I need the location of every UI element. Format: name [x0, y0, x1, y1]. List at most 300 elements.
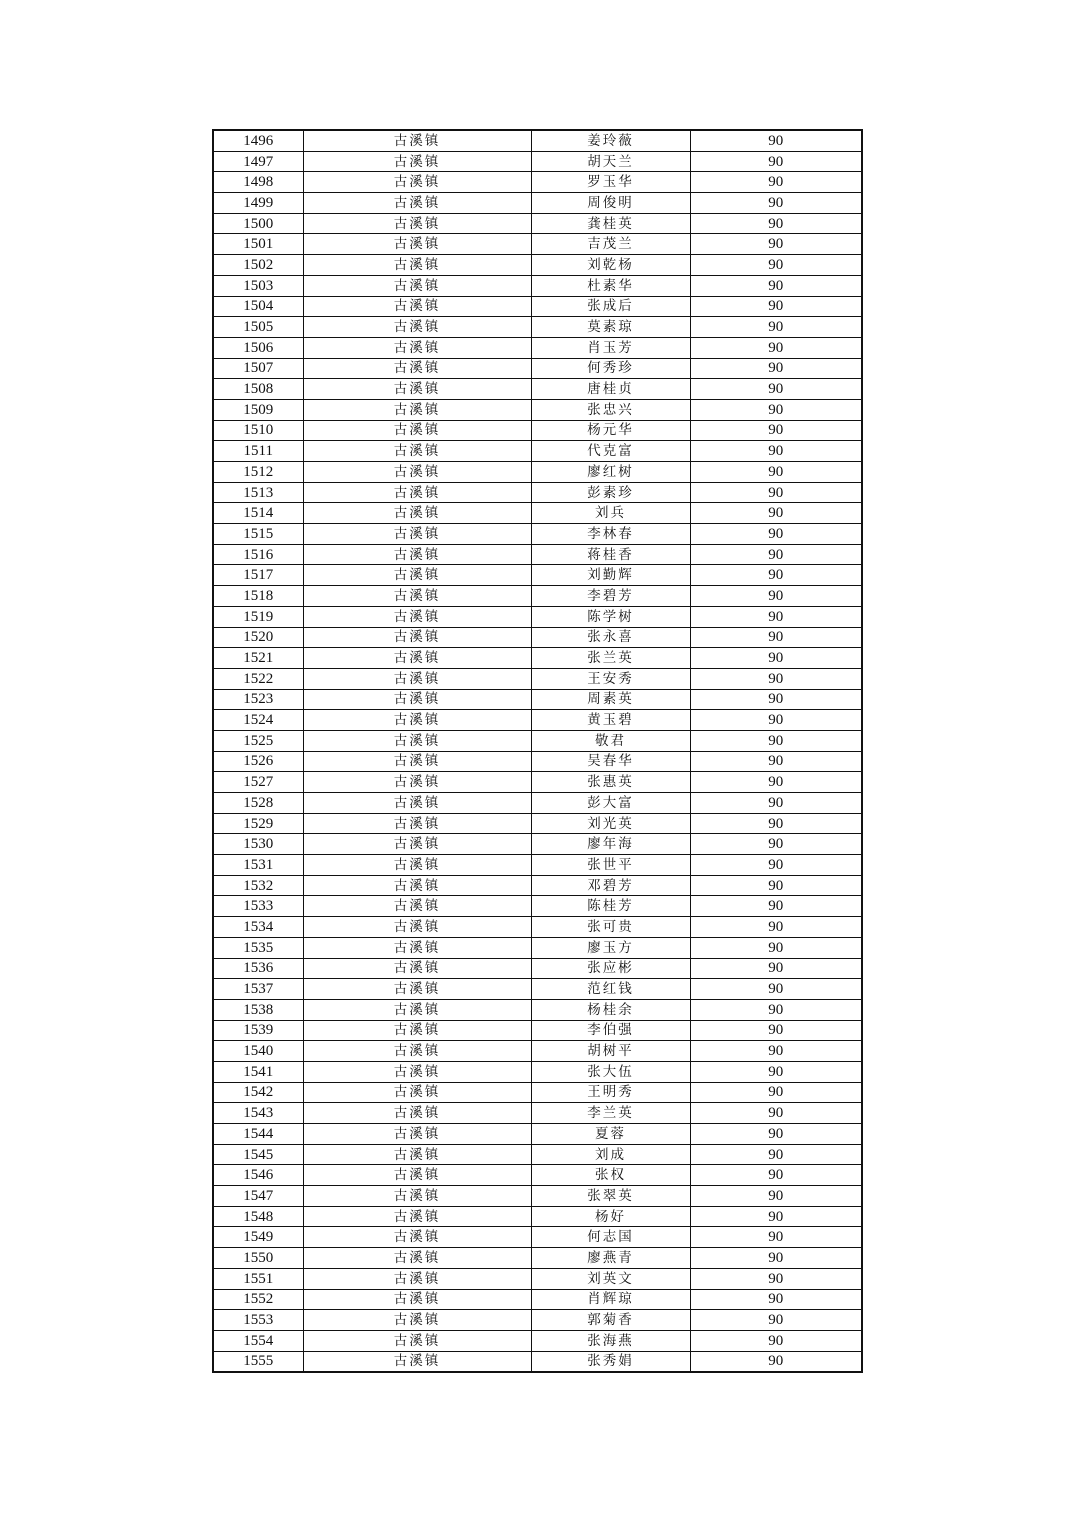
table-row	[213, 544, 862, 565]
town-cell: 古溪镇	[303, 1310, 531, 1331]
table-row	[213, 917, 862, 938]
row-number-cell: 1542	[213, 1082, 303, 1103]
town-cell: 古溪镇	[303, 1227, 531, 1248]
town-cell: 古溪镇	[303, 420, 531, 441]
town-cell: 古溪镇	[303, 358, 531, 379]
table-row	[213, 399, 862, 420]
town-cell: 古溪镇	[303, 1248, 531, 1269]
score-cell: 90	[690, 1165, 862, 1186]
row-number-cell: 1505	[213, 317, 303, 338]
score-cell: 90	[690, 730, 862, 751]
town-cell: 古溪镇	[303, 834, 531, 855]
score-cell: 90	[690, 1020, 862, 1041]
table-row	[213, 793, 862, 814]
table-row	[213, 524, 862, 545]
name-cell: 刘成	[531, 1144, 690, 1165]
name-cell: 张成后	[531, 296, 690, 317]
table-row	[213, 213, 862, 234]
town-cell: 古溪镇	[303, 1206, 531, 1227]
table-row	[213, 1144, 862, 1165]
table-row	[213, 337, 862, 358]
score-cell: 90	[690, 772, 862, 793]
row-number-cell: 1555	[213, 1351, 303, 1372]
score-cell: 90	[690, 937, 862, 958]
table-row	[213, 855, 862, 876]
row-number-cell: 1554	[213, 1330, 303, 1351]
score-cell: 90	[690, 1206, 862, 1227]
score-cell: 90	[690, 1124, 862, 1145]
name-cell: 何秀珍	[531, 358, 690, 379]
town-cell: 古溪镇	[303, 648, 531, 669]
name-cell: 范红钱	[531, 979, 690, 1000]
town-cell: 古溪镇	[303, 999, 531, 1020]
row-number-cell: 1512	[213, 462, 303, 483]
table-row	[213, 358, 862, 379]
name-cell: 廖年海	[531, 834, 690, 855]
score-cell: 90	[690, 917, 862, 938]
town-cell: 古溪镇	[303, 730, 531, 751]
table-row	[213, 255, 862, 276]
row-number-cell: 1527	[213, 772, 303, 793]
score-cell: 90	[690, 606, 862, 627]
score-cell: 90	[690, 958, 862, 979]
row-number-cell: 1534	[213, 917, 303, 938]
score-cell: 90	[690, 255, 862, 276]
row-number-cell: 1497	[213, 151, 303, 172]
table-row	[213, 648, 862, 669]
table-row	[213, 1020, 862, 1041]
row-number-cell: 1528	[213, 793, 303, 814]
name-cell: 周素英	[531, 689, 690, 710]
name-cell: 张翠英	[531, 1186, 690, 1207]
score-cell: 90	[690, 503, 862, 524]
score-cell: 90	[690, 565, 862, 586]
town-cell: 古溪镇	[303, 482, 531, 503]
score-cell: 90	[690, 586, 862, 607]
town-cell: 古溪镇	[303, 296, 531, 317]
row-number-cell: 1513	[213, 482, 303, 503]
row-number-cell: 1545	[213, 1144, 303, 1165]
town-cell: 古溪镇	[303, 689, 531, 710]
row-number-cell: 1506	[213, 337, 303, 358]
row-number-cell: 1503	[213, 275, 303, 296]
town-cell: 古溪镇	[303, 586, 531, 607]
score-cell: 90	[690, 1041, 862, 1062]
town-cell: 古溪镇	[303, 379, 531, 400]
town-cell: 古溪镇	[303, 979, 531, 1000]
town-cell: 古溪镇	[303, 627, 531, 648]
table-row	[213, 1227, 862, 1248]
table-row	[213, 1165, 862, 1186]
town-cell: 古溪镇	[303, 793, 531, 814]
score-cell: 90	[690, 627, 862, 648]
table-row	[213, 627, 862, 648]
name-cell: 张海燕	[531, 1330, 690, 1351]
town-cell: 古溪镇	[303, 151, 531, 172]
score-cell: 90	[690, 420, 862, 441]
town-cell: 古溪镇	[303, 937, 531, 958]
row-number-cell: 1532	[213, 875, 303, 896]
table-row	[213, 668, 862, 689]
table-row	[213, 1186, 862, 1207]
town-cell: 古溪镇	[303, 172, 531, 193]
name-cell: 廖玉方	[531, 937, 690, 958]
score-cell: 90	[690, 689, 862, 710]
name-cell: 杨好	[531, 1206, 690, 1227]
table-row	[213, 937, 862, 958]
row-number-cell: 1529	[213, 813, 303, 834]
table-row	[213, 1289, 862, 1310]
town-cell: 古溪镇	[303, 462, 531, 483]
table-row	[213, 1268, 862, 1289]
name-cell: 彭大富	[531, 793, 690, 814]
town-cell: 古溪镇	[303, 399, 531, 420]
row-number-cell: 1523	[213, 689, 303, 710]
score-cell: 90	[690, 1186, 862, 1207]
town-cell: 古溪镇	[303, 668, 531, 689]
score-cell: 90	[690, 234, 862, 255]
table-row	[213, 130, 862, 151]
town-cell: 古溪镇	[303, 275, 531, 296]
name-cell: 张世平	[531, 855, 690, 876]
name-cell: 张秀娟	[531, 1351, 690, 1372]
name-cell: 刘兵	[531, 503, 690, 524]
town-cell: 古溪镇	[303, 917, 531, 938]
score-cell: 90	[690, 1103, 862, 1124]
name-cell: 胡天兰	[531, 151, 690, 172]
score-cell: 90	[690, 1330, 862, 1351]
row-number-cell: 1526	[213, 751, 303, 772]
name-cell: 廖燕青	[531, 1248, 690, 1269]
roster-table-body	[213, 130, 862, 1372]
table-row	[213, 730, 862, 751]
town-cell: 古溪镇	[303, 772, 531, 793]
score-cell: 90	[690, 524, 862, 545]
score-cell: 90	[690, 710, 862, 731]
score-cell: 90	[690, 296, 862, 317]
name-cell: 张大伍	[531, 1061, 690, 1082]
table-row	[213, 1082, 862, 1103]
row-number-cell: 1522	[213, 668, 303, 689]
name-cell: 王安秀	[531, 668, 690, 689]
table-row	[213, 979, 862, 1000]
score-cell: 90	[690, 793, 862, 814]
score-cell: 90	[690, 379, 862, 400]
name-cell: 刘英文	[531, 1268, 690, 1289]
table-row	[213, 503, 862, 524]
town-cell: 古溪镇	[303, 130, 531, 151]
town-cell: 古溪镇	[303, 337, 531, 358]
name-cell: 姜玲薇	[531, 130, 690, 151]
town-cell: 古溪镇	[303, 193, 531, 214]
row-number-cell: 1499	[213, 193, 303, 214]
name-cell: 杨元华	[531, 420, 690, 441]
table-row	[213, 1103, 862, 1124]
town-cell: 古溪镇	[303, 1330, 531, 1351]
town-cell: 古溪镇	[303, 958, 531, 979]
table-row	[213, 1310, 862, 1331]
table-row	[213, 379, 862, 400]
row-number-cell: 1515	[213, 524, 303, 545]
score-cell: 90	[690, 668, 862, 689]
name-cell: 张永喜	[531, 627, 690, 648]
table-row	[213, 1248, 862, 1269]
name-cell: 龚桂英	[531, 213, 690, 234]
town-cell: 古溪镇	[303, 524, 531, 545]
row-number-cell: 1521	[213, 648, 303, 669]
name-cell: 胡树平	[531, 1041, 690, 1062]
town-cell: 古溪镇	[303, 1082, 531, 1103]
town-cell: 古溪镇	[303, 441, 531, 462]
row-number-cell: 1520	[213, 627, 303, 648]
town-cell: 古溪镇	[303, 565, 531, 586]
name-cell: 肖辉琼	[531, 1289, 690, 1310]
name-cell: 郭菊香	[531, 1310, 690, 1331]
name-cell: 张忠兴	[531, 399, 690, 420]
row-number-cell: 1507	[213, 358, 303, 379]
town-cell: 古溪镇	[303, 710, 531, 731]
name-cell: 陈学树	[531, 606, 690, 627]
town-cell: 古溪镇	[303, 896, 531, 917]
name-cell: 刘光英	[531, 813, 690, 834]
name-cell: 蒋桂香	[531, 544, 690, 565]
row-number-cell: 1535	[213, 937, 303, 958]
name-cell: 代克富	[531, 441, 690, 462]
row-number-cell: 1540	[213, 1041, 303, 1062]
row-number-cell: 1531	[213, 855, 303, 876]
table-row	[213, 1041, 862, 1062]
row-number-cell: 1514	[213, 503, 303, 524]
row-number-cell: 1525	[213, 730, 303, 751]
row-number-cell: 1496	[213, 130, 303, 151]
name-cell: 夏蓉	[531, 1124, 690, 1145]
score-cell: 90	[690, 544, 862, 565]
score-cell: 90	[690, 275, 862, 296]
town-cell: 古溪镇	[303, 213, 531, 234]
name-cell: 刘乾杨	[531, 255, 690, 276]
score-cell: 90	[690, 151, 862, 172]
town-cell: 古溪镇	[303, 1268, 531, 1289]
name-cell: 吉茂兰	[531, 234, 690, 255]
name-cell: 吴春华	[531, 751, 690, 772]
row-number-cell: 1509	[213, 399, 303, 420]
town-cell: 古溪镇	[303, 1061, 531, 1082]
name-cell: 莫素琼	[531, 317, 690, 338]
name-cell: 廖红树	[531, 462, 690, 483]
table-row	[213, 420, 862, 441]
row-number-cell: 1500	[213, 213, 303, 234]
score-cell: 90	[690, 1289, 862, 1310]
row-number-cell: 1530	[213, 834, 303, 855]
score-cell: 90	[690, 462, 862, 483]
row-number-cell: 1538	[213, 999, 303, 1020]
row-number-cell: 1504	[213, 296, 303, 317]
name-cell: 杜素华	[531, 275, 690, 296]
score-cell: 90	[690, 875, 862, 896]
score-cell: 90	[690, 896, 862, 917]
name-cell: 张应彬	[531, 958, 690, 979]
table-row	[213, 751, 862, 772]
row-number-cell: 1537	[213, 979, 303, 1000]
row-number-cell: 1544	[213, 1124, 303, 1145]
row-number-cell: 1546	[213, 1165, 303, 1186]
table-row	[213, 1330, 862, 1351]
table-row	[213, 317, 862, 338]
score-cell: 90	[690, 1248, 862, 1269]
score-cell: 90	[690, 1061, 862, 1082]
row-number-cell: 1524	[213, 710, 303, 731]
table-row	[213, 875, 862, 896]
score-cell: 90	[690, 193, 862, 214]
row-number-cell: 1502	[213, 255, 303, 276]
table-row	[213, 834, 862, 855]
name-cell: 邓碧芳	[531, 875, 690, 896]
name-cell: 张权	[531, 1165, 690, 1186]
row-number-cell: 1533	[213, 896, 303, 917]
score-cell: 90	[690, 979, 862, 1000]
name-cell: 李伯强	[531, 1020, 690, 1041]
table-row	[213, 1351, 862, 1372]
row-number-cell: 1551	[213, 1268, 303, 1289]
name-cell: 杨桂余	[531, 999, 690, 1020]
name-cell: 肖玉芳	[531, 337, 690, 358]
table-row	[213, 151, 862, 172]
table-row	[213, 689, 862, 710]
row-number-cell: 1536	[213, 958, 303, 979]
row-number-cell: 1552	[213, 1289, 303, 1310]
name-cell: 周俊明	[531, 193, 690, 214]
town-cell: 古溪镇	[303, 1165, 531, 1186]
name-cell: 张兰英	[531, 648, 690, 669]
row-number-cell: 1543	[213, 1103, 303, 1124]
row-number-cell: 1517	[213, 565, 303, 586]
name-cell: 黄玉碧	[531, 710, 690, 731]
town-cell: 古溪镇	[303, 606, 531, 627]
town-cell: 古溪镇	[303, 255, 531, 276]
name-cell: 李兰英	[531, 1103, 690, 1124]
town-cell: 古溪镇	[303, 875, 531, 896]
name-cell: 张惠英	[531, 772, 690, 793]
table-row	[213, 441, 862, 462]
row-number-cell: 1539	[213, 1020, 303, 1041]
score-cell: 90	[690, 1082, 862, 1103]
score-cell: 90	[690, 834, 862, 855]
name-cell: 刘勤辉	[531, 565, 690, 586]
name-cell: 唐桂贞	[531, 379, 690, 400]
table-row	[213, 958, 862, 979]
town-cell: 古溪镇	[303, 503, 531, 524]
table-row	[213, 482, 862, 503]
row-number-cell: 1549	[213, 1227, 303, 1248]
table-row	[213, 462, 862, 483]
town-cell: 古溪镇	[303, 1289, 531, 1310]
table-row	[213, 1061, 862, 1082]
row-number-cell: 1519	[213, 606, 303, 627]
score-cell: 90	[690, 1144, 862, 1165]
row-number-cell: 1510	[213, 420, 303, 441]
name-cell: 何志国	[531, 1227, 690, 1248]
town-cell: 古溪镇	[303, 1144, 531, 1165]
row-number-cell: 1550	[213, 1248, 303, 1269]
score-cell: 90	[690, 441, 862, 462]
row-number-cell: 1518	[213, 586, 303, 607]
town-cell: 古溪镇	[303, 855, 531, 876]
score-cell: 90	[690, 751, 862, 772]
score-cell: 90	[690, 648, 862, 669]
table-row	[213, 999, 862, 1020]
score-cell: 90	[690, 999, 862, 1020]
score-cell: 90	[690, 482, 862, 503]
row-number-cell: 1516	[213, 544, 303, 565]
table-row	[213, 234, 862, 255]
town-cell: 古溪镇	[303, 751, 531, 772]
town-cell: 古溪镇	[303, 813, 531, 834]
score-cell: 90	[690, 399, 862, 420]
table-row	[213, 296, 862, 317]
score-cell: 90	[690, 337, 862, 358]
row-number-cell: 1498	[213, 172, 303, 193]
town-cell: 古溪镇	[303, 1103, 531, 1124]
table-row	[213, 1124, 862, 1145]
table-row	[213, 710, 862, 731]
name-cell: 李林春	[531, 524, 690, 545]
score-cell: 90	[690, 1310, 862, 1331]
table-row	[213, 586, 862, 607]
town-cell: 古溪镇	[303, 317, 531, 338]
score-cell: 90	[690, 172, 862, 193]
name-cell: 罗玉华	[531, 172, 690, 193]
town-cell: 古溪镇	[303, 1124, 531, 1145]
row-number-cell: 1547	[213, 1186, 303, 1207]
score-cell: 90	[690, 130, 862, 151]
table-row	[213, 606, 862, 627]
table-row	[213, 896, 862, 917]
name-cell: 李碧芳	[531, 586, 690, 607]
row-number-cell: 1501	[213, 234, 303, 255]
score-cell: 90	[690, 1268, 862, 1289]
score-cell: 90	[690, 213, 862, 234]
table-row	[213, 813, 862, 834]
town-cell: 古溪镇	[303, 1020, 531, 1041]
town-cell: 古溪镇	[303, 1041, 531, 1062]
name-cell: 彭素珍	[531, 482, 690, 503]
table-row	[213, 772, 862, 793]
score-cell: 90	[690, 813, 862, 834]
table-row	[213, 275, 862, 296]
table-row	[213, 1206, 862, 1227]
score-cell: 90	[690, 855, 862, 876]
name-cell: 敬君	[531, 730, 690, 751]
town-cell: 古溪镇	[303, 1186, 531, 1207]
row-number-cell: 1548	[213, 1206, 303, 1227]
name-cell: 张可贵	[531, 917, 690, 938]
town-cell: 古溪镇	[303, 544, 531, 565]
score-cell: 90	[690, 317, 862, 338]
name-cell: 王明秀	[531, 1082, 690, 1103]
town-cell: 古溪镇	[303, 234, 531, 255]
table-row	[213, 193, 862, 214]
score-cell: 90	[690, 1351, 862, 1372]
score-cell: 90	[690, 358, 862, 379]
town-cell: 古溪镇	[303, 1351, 531, 1372]
score-cell: 90	[690, 1227, 862, 1248]
roster-table	[212, 129, 863, 1373]
table-row	[213, 565, 862, 586]
table-row	[213, 172, 862, 193]
name-cell: 陈桂芳	[531, 896, 690, 917]
row-number-cell: 1511	[213, 441, 303, 462]
row-number-cell: 1553	[213, 1310, 303, 1331]
